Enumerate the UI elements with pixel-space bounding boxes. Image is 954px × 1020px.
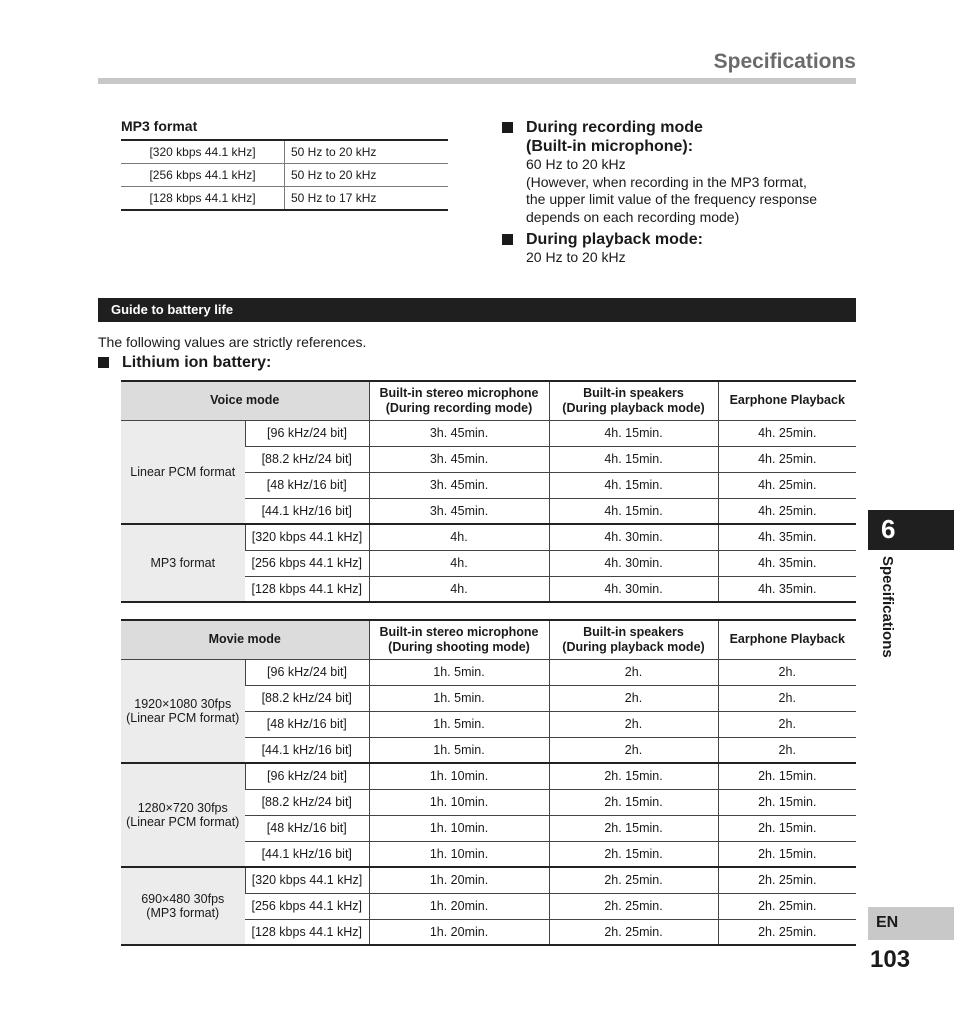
battery-section-band — [98, 298, 856, 322]
value-cell: 1h. 10min. — [369, 841, 549, 867]
value-cell: 2h. 15min. — [718, 815, 856, 841]
chapter-number: 6 — [881, 514, 896, 544]
table-header-row — [121, 381, 856, 420]
format-cell: [44.1 kHz/16 bit] — [245, 498, 369, 524]
value-cell: 4h. — [369, 550, 549, 576]
lithium-battery-heading: Lithium ion battery: — [98, 353, 271, 372]
group-label: Linear PCM format — [121, 420, 245, 524]
table-row — [121, 187, 448, 211]
range-cell: 50 Hz to 20 kHz — [285, 164, 449, 187]
language-label: EN — [876, 914, 899, 931]
table-row — [121, 659, 856, 685]
recording-mode-body: 60 Hz to 20 kHz (However, when recording in the MP3 format, the upper limit value of the frequency response depends on each recording mode) — [526, 156, 818, 225]
playback-mode-heading: During playback mode: — [502, 230, 862, 249]
bitrate-cell: [256 kbps 44.1 kHz] — [121, 164, 285, 187]
value-cell: 2h. 15min. — [718, 763, 856, 789]
value-cell: 2h. — [718, 711, 856, 737]
page-title: Specifications — [713, 50, 856, 73]
format-cell: [256 kbps 44.1 kHz] — [245, 550, 369, 576]
value-cell: 4h. 30min. — [549, 576, 718, 602]
format-cell: [44.1 kHz/16 bit] — [245, 841, 369, 867]
value-cell: 2h. — [549, 685, 718, 711]
value-cell: 2h. 15min. — [718, 789, 856, 815]
format-cell: [128 kbps 44.1 kHz] — [245, 919, 369, 945]
language-tab — [868, 907, 954, 940]
format-cell: [96 kHz/24 bit] — [245, 420, 369, 446]
page-number: 103 — [870, 946, 911, 973]
value-cell: 3h. 45min. — [369, 498, 549, 524]
value-cell: 2h. 15min. — [549, 763, 718, 789]
value-cell: 2h. — [549, 711, 718, 737]
column-header-earphone: Earphone Playback — [718, 381, 856, 420]
value-cell: 4h. 25min. — [718, 472, 856, 498]
value-cell: 1h. 20min. — [369, 919, 549, 945]
table-row — [121, 164, 448, 187]
column-header-speakers: Built-in speakers (During playback mode) — [549, 620, 718, 659]
format-cell: [96 kHz/24 bit] — [245, 659, 369, 685]
value-cell: 1h. 10min. — [369, 763, 549, 789]
value-cell: 1h. 5min. — [369, 737, 549, 763]
format-cell: [256 kbps 44.1 kHz] — [245, 893, 369, 919]
value-cell: 4h. — [369, 576, 549, 602]
value-cell: 2h. — [718, 737, 856, 763]
frequency-response-section — [502, 118, 862, 267]
value-cell: 2h. 25min. — [549, 867, 718, 893]
value-cell: 4h. 25min. — [718, 498, 856, 524]
value-cell: 4h. 30min. — [549, 524, 718, 550]
format-cell: [128 kbps 44.1 kHz] — [245, 576, 369, 602]
mp3-frequency-table — [121, 139, 448, 211]
value-cell: 3h. 45min. — [369, 472, 549, 498]
value-cell: 4h. 15min. — [549, 420, 718, 446]
column-header-microphone: Built-in stereo microphone (During recording mode) — [369, 381, 549, 420]
value-cell: 1h. 5min. — [369, 685, 549, 711]
recording-mode-heading: During recording mode (Built-in microphone): — [502, 118, 862, 156]
playback-mode-value: 20 Hz to 20 kHz — [526, 249, 626, 265]
table-header-row — [121, 620, 856, 659]
value-cell: 4h. 25min. — [718, 446, 856, 472]
value-cell: 2h. 25min. — [718, 919, 856, 945]
format-cell: [48 kHz/16 bit] — [245, 815, 369, 841]
column-header-mode: Movie mode — [121, 620, 369, 659]
value-cell: 4h. 15min. — [549, 472, 718, 498]
table-row — [121, 420, 856, 446]
mp3-format-heading: MP3 format — [121, 118, 198, 134]
square-bullet-icon — [502, 234, 513, 245]
value-cell: 2h. — [718, 685, 856, 711]
format-cell: [88.2 kHz/24 bit] — [245, 685, 369, 711]
format-cell: [44.1 kHz/16 bit] — [245, 737, 369, 763]
bitrate-cell: [128 kbps 44.1 kHz] — [121, 187, 285, 211]
value-cell: 4h. 35min. — [718, 524, 856, 550]
value-cell: 4h. 35min. — [718, 550, 856, 576]
bitrate-cell: [320 kbps 44.1 kHz] — [121, 140, 285, 164]
chapter-label: Specifications — [879, 556, 896, 658]
column-header-earphone: Earphone Playback — [718, 620, 856, 659]
value-cell: 2h. — [549, 737, 718, 763]
value-cell: 3h. 45min. — [369, 420, 549, 446]
format-cell: [48 kHz/16 bit] — [245, 711, 369, 737]
battery-section-title: Guide to battery life — [111, 302, 234, 317]
column-header-speakers: Built-in speakers (During playback mode) — [549, 381, 718, 420]
format-cell: [320 kbps 44.1 kHz] — [245, 867, 369, 893]
format-cell: [88.2 kHz/24 bit] — [245, 446, 369, 472]
range-cell: 50 Hz to 17 kHz — [285, 187, 449, 211]
voice-mode-table — [121, 380, 856, 603]
header-rule — [98, 78, 856, 84]
range-cell: 50 Hz to 20 kHz — [285, 140, 449, 164]
square-bullet-icon — [98, 357, 109, 368]
value-cell: 4h. 15min. — [549, 498, 718, 524]
table-row — [121, 867, 856, 893]
value-cell: 1h. 5min. — [369, 659, 549, 685]
value-cell: 1h. 20min. — [369, 867, 549, 893]
group-label: 1920×1080 30fps (Linear PCM format) — [121, 659, 245, 763]
format-cell: [320 kbps 44.1 kHz] — [245, 524, 369, 550]
movie-mode-table — [121, 619, 856, 946]
value-cell: 2h. — [718, 659, 856, 685]
group-label: MP3 format — [121, 524, 245, 602]
format-cell: [96 kHz/24 bit] — [245, 763, 369, 789]
column-header-microphone: Built-in stereo microphone (During shooting mode) — [369, 620, 549, 659]
table-row — [121, 140, 448, 164]
table-row — [121, 763, 856, 789]
square-bullet-icon — [502, 122, 513, 133]
value-cell: 2h. 25min. — [718, 867, 856, 893]
value-cell: 2h. — [549, 659, 718, 685]
value-cell: 3h. 45min. — [369, 446, 549, 472]
value-cell: 4h. 30min. — [549, 550, 718, 576]
value-cell: 1h. 10min. — [369, 789, 549, 815]
format-cell: [88.2 kHz/24 bit] — [245, 789, 369, 815]
value-cell: 1h. 10min. — [369, 815, 549, 841]
value-cell: 2h. 15min. — [549, 815, 718, 841]
value-cell: 2h. 15min. — [549, 789, 718, 815]
chapter-tab — [868, 510, 954, 550]
value-cell: 2h. 25min. — [549, 919, 718, 945]
value-cell: 4h. 25min. — [718, 420, 856, 446]
value-cell: 4h. 35min. — [718, 576, 856, 602]
group-label: 1280×720 30fps (Linear PCM format) — [121, 763, 245, 867]
value-cell: 1h. 5min. — [369, 711, 549, 737]
column-header-mode: Voice mode — [121, 381, 369, 420]
value-cell: 1h. 20min. — [369, 893, 549, 919]
value-cell: 2h. 25min. — [549, 893, 718, 919]
value-cell: 2h. 15min. — [549, 841, 718, 867]
battery-intro-text: The following values are strictly references. — [98, 334, 367, 350]
value-cell: 4h. — [369, 524, 549, 550]
table-row — [121, 524, 856, 550]
format-cell: [48 kHz/16 bit] — [245, 472, 369, 498]
value-cell: 4h. 15min. — [549, 446, 718, 472]
group-label: 690×480 30fps (MP3 format) — [121, 867, 245, 945]
value-cell: 2h. 25min. — [718, 893, 856, 919]
value-cell: 2h. 15min. — [718, 841, 856, 867]
